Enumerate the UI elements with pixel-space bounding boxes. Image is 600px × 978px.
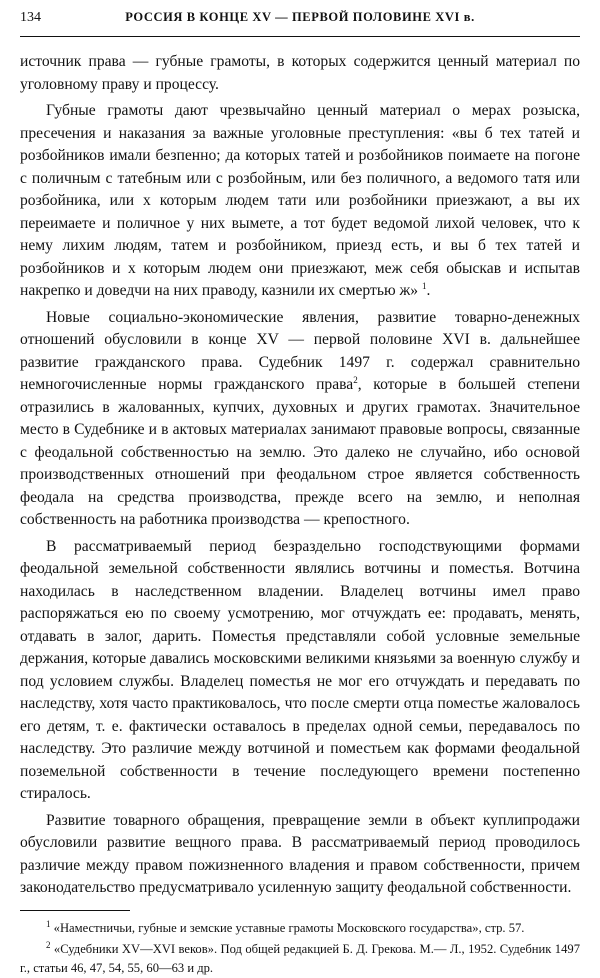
- footnote-1-mark: 1: [46, 918, 51, 929]
- footnote-rule: [20, 910, 130, 911]
- paragraph-5: Развитие товарного обращения, превращение земли в объект куплипродажи обусловили развитие вещного права. В рассматриваемый период проводилось различие между правом пожизненного владения и правом собственности, причем законодательство предусматривало усиленную защиту феодальной собственности.: [20, 811, 580, 896]
- header-rule: [20, 36, 580, 37]
- paragraph-2: Губные грамоты дают чрезвычайно ценный материал о мерах розыска, пресечения и наказания за важные уголовные преступления: «вы б тех татей и розбойников имали безпенно; да которых татей и розбойников поимаете на погоне с поличным с татебным или с розбойным, или без поличного, а ведомого татя или розбойника, или х которым людем тати или розбойники приезжают, а вы их переимаете и поличное у них вымете, а тот будет ведомой лихой человек, что к нему лихим людям, татем и розбойником, приезд есть, и вы б тех татей и розбойников и х которым людем они приезжают, меж себя обыскав и испытав накрепко и доведчи на них праводу, казнили их смертью ж» $^1$.: [20, 102, 580, 299]
- footnote-2-mark: 2: [46, 939, 51, 950]
- paragraph-3-rest: , которые в большей степени отразились в жалованных, купчих, духовных и других грамотах. Значительное место в Судебнике и в актовых материалах занимают правовые вопросы, связанные с феодальной собственностью на землю. Это далеко не случайно, ибо основой производственных отношений при феодальном строе является собственность феодала на средства производства, прежде всего на землю, и неполная собственность на работника производства — крепостного.: [20, 376, 580, 528]
- footnote-mark-1: 1: [421, 280, 427, 291]
- footnote-mark-2: 2: [353, 374, 358, 385]
- paragraph-4: В рассматриваемый период безраздельно господствующими формами феодальной земельной собственности являлись вотчины и поместья. Вотчина находилась в наследственном владении. Владелец вотчины имел право распоряжаться ею по своему усмотрению, мог отчуждать ее: продавать, менять, отдавать в залог, дарить. Поместья представляли собой условные земельные держания, которые давались московскими великими князьями за военную службу и под условием службы. Владелец поместья не мог его отчуждать и передавать по наследству, хотя часто практиковалось, что после смерти отца поместье жаловалось его детям, т. е. фактически оставалось в пределах одной семьи, передавалось по наследству. Это различие между вотчиной и поместьем как формами феодальной поземельной собственности в течение последующего времени постепенно стиралось.: [20, 537, 580, 802]
- footnote-2: [20, 940, 580, 978]
- footnote-2-text: «Судебники XV—XVI веков». Под общей редакцией Б. Д. Грекова. М.— Л., 1952. Судебник 1497 г., статьи 46, 47, 54, 55, 60—63 и др.: [20, 941, 580, 975]
- footnote-1-text: «Наместничьи, губные и земские уставные грамоты Московского государства», стр. 57.: [53, 920, 525, 935]
- paragraph-2-text: Губные грамоты дают чрезвычайно ценный материал о мерах розыска, пресечения и наказания за важные уголовные преступления: «вы б тех татей и розбойников имали безпенно; да которых татей и розбойников поимаете на погоне с поличным с татебным или с розбойным, или без поличного, а ведомого татя или розбойника, или х которым людем тати или розбойники приезжают, а вы их переимаете и поличное у них вымете, а тот будет ведомой лихой человек, что к нему лихим людям, татем и розбойником, приезд есть, и вы б тех татей и розбойников и х которым людем они приезжают, меж себя обыскав и испытав накрепко и доведчи на них праводу, казнили их смертью ж»: [20, 102, 580, 299]
- page-number: 134: [20, 10, 41, 25]
- paragraph-3: [20, 307, 580, 532]
- running-title: РОССИЯ В КОНЦЕ XV — ПЕРВОЙ ПОЛОВИНЕ XVI в.: [125, 10, 475, 24]
- page: [20, 10, 580, 978]
- main-text: [20, 51, 580, 900]
- paragraph-1: источник права — губные грамоты, в которых содержится ценный материал по уголовному праву и процессу.: [20, 53, 580, 93]
- paragraph-3-text: Новые социально-экономические явления, развитие товарно-денежных отношений обусловили в конце XV — первой половине XVI в. дальнейшее развитие гражданского права. Судебник 1497 г. содержал сравнительно немногочисленные нормы гражданского права: [20, 308, 580, 393]
- running-header: [20, 10, 580, 32]
- footnote-1: [20, 919, 580, 938]
